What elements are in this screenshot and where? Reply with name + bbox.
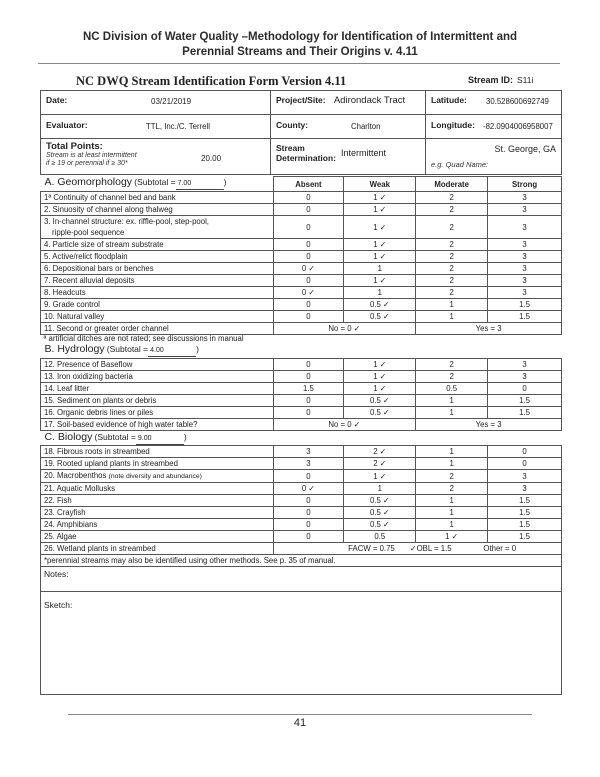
score-weak[interactable]: 0.5: [344, 531, 416, 543]
criterion-row: [41, 407, 562, 419]
perennial-note: *perennial streams may also be identified using other methods. See p. 35 of manual.: [41, 555, 562, 567]
evaluator-label: Evaluator:: [46, 120, 88, 130]
criterion-label: 9. Grade control: [41, 299, 274, 311]
score-strong[interactable]: 1.5: [488, 311, 562, 323]
score-absent[interactable]: 0: [273, 407, 344, 419]
score-weak[interactable]: 1: [344, 263, 416, 275]
score-weak[interactable]: 2 ✓: [344, 446, 416, 458]
criterion-row: [41, 216, 562, 239]
score-strong[interactable]: 3: [488, 287, 562, 299]
column-header-absent: Absent: [273, 177, 344, 192]
score-weak[interactable]: 1 ✓: [344, 216, 416, 239]
score-weak[interactable]: 1: [344, 483, 416, 495]
quad-value: St. George, GA: [494, 144, 556, 154]
longitude-label: Longitude:: [431, 120, 475, 130]
score-moderate[interactable]: 2: [416, 239, 488, 251]
score-weak[interactable]: 0.5 ✓: [344, 507, 416, 519]
column-header-moderate: Moderate: [416, 177, 488, 192]
score-absent[interactable]: 0 ✓: [273, 287, 344, 299]
score-absent[interactable]: 0: [273, 192, 344, 204]
latitude-cell: [426, 91, 562, 115]
criterion-label: 5. Active/relict floodplain: [41, 251, 274, 263]
score-weak[interactable]: 1 ✓: [344, 383, 416, 395]
score-weak[interactable]: 1 ✓: [344, 192, 416, 204]
score-moderate[interactable]: 1: [416, 495, 488, 507]
criterion-row: [41, 446, 562, 458]
score-absent[interactable]: 0: [273, 531, 344, 543]
score-moderate[interactable]: 1: [416, 519, 488, 531]
score-strong[interactable]: 1.5: [488, 407, 562, 419]
check-mark-icon: ✓: [353, 420, 361, 429]
score-strong[interactable]: 1.5: [488, 395, 562, 407]
score-absent[interactable]: 0: [273, 204, 344, 216]
check-mark-icon: ✓: [308, 288, 315, 297]
date-label: Date:: [46, 95, 68, 105]
total-points-cell: [41, 139, 271, 175]
score-no[interactable]: No = 0 ✓: [273, 419, 416, 431]
score-absent[interactable]: 3: [273, 446, 344, 458]
criterion-row: [41, 192, 562, 204]
subtotal-close: ): [183, 431, 187, 442]
date-cell: [41, 91, 271, 115]
project-value: Adirondack Tract: [333, 95, 406, 106]
total-note-1: Stream is at least intermittent: [46, 152, 137, 159]
score-moderate[interactable]: 2: [416, 192, 488, 204]
subtotal-close: ): [223, 177, 227, 188]
score-moderate[interactable]: 1: [416, 407, 488, 419]
yes-no-row: [41, 419, 562, 431]
subtotal-close: ): [196, 344, 199, 355]
check-mark-icon: ✓: [379, 252, 387, 261]
criterion-row: [41, 287, 562, 299]
subtotal-label: (Subtotal =: [134, 177, 176, 188]
score-weak[interactable]: 0.5 ✓: [344, 311, 416, 323]
subtotal-value: 4.00: [148, 345, 196, 357]
check-mark-icon: ✓: [379, 447, 387, 456]
facw-score: FACW = 0.75: [348, 544, 395, 553]
scoring-table: [40, 176, 562, 695]
quad-label: e.g. Quad Name:: [431, 160, 489, 169]
latitude-label: Latitude:: [431, 95, 467, 105]
score-moderate[interactable]: 2: [416, 371, 488, 383]
score-absent[interactable]: 0: [273, 395, 344, 407]
section-title-hydrology: [41, 344, 274, 359]
criterion-label: 2. Sinuosity of channel along thalweg: [41, 204, 274, 216]
stream-id: [468, 75, 533, 85]
bottom-rule: [68, 714, 532, 715]
check-mark-icon: ✓: [382, 508, 390, 517]
check-mark-icon: ✓: [382, 312, 390, 321]
perennial-note-row: [41, 555, 562, 567]
check-mark-icon: ✓: [308, 484, 315, 493]
score-strong[interactable]: 3: [488, 251, 562, 263]
score-moderate[interactable]: 1: [416, 311, 488, 323]
section-title-geomorph: [41, 177, 274, 192]
criterion-label: 24. Amphibians: [41, 519, 274, 531]
criterion-row: [41, 483, 562, 495]
check-mark-icon: ✓: [451, 532, 459, 541]
score-strong[interactable]: 3: [488, 216, 562, 239]
score-strong[interactable]: 3: [488, 192, 562, 204]
check-mark-icon: ✓: [353, 324, 361, 333]
criterion-label: 23. Crayfish: [41, 507, 274, 519]
column-header-strong: Strong: [488, 177, 562, 192]
check-mark-icon: ✓: [382, 300, 390, 309]
score-absent[interactable]: 0: [273, 239, 344, 251]
criterion-label: 16. Organic debris lines or piles: [41, 407, 274, 419]
stream-id-label: Stream ID:: [468, 75, 514, 85]
subtotal-value: 9.00: [136, 433, 184, 445]
score-weak[interactable]: 1 ✓: [344, 359, 416, 371]
section-name: C. Biology: [44, 430, 93, 443]
score-moderate[interactable]: 2: [416, 263, 488, 275]
score-weak[interactable]: 0.5 ✓: [344, 299, 416, 311]
yes-no-row: [41, 323, 562, 335]
section-name: B. Hydrology: [44, 343, 105, 356]
criterion-row: [41, 204, 562, 216]
section-name: A. Geomorphology: [44, 176, 133, 189]
check-mark-icon: ✓: [379, 276, 387, 285]
score-absent[interactable]: 0: [273, 299, 344, 311]
project-cell: [271, 91, 426, 115]
score-strong[interactable]: 1.5: [488, 495, 562, 507]
total-note-2: if ≥ 19 or perennial if ≥ 30*: [46, 160, 128, 167]
score-absent[interactable]: 0: [273, 495, 344, 507]
criterion-label: 4. Particle size of stream substrate: [41, 239, 274, 251]
criterion-label: 17. Soil-based evidence of high water table?: [41, 419, 274, 431]
score-absent[interactable]: 0: [273, 275, 344, 287]
check-mark-icon: ✓: [379, 360, 387, 369]
section-biology: [41, 431, 562, 446]
check-mark-icon: ✓: [379, 471, 387, 481]
county-value: Charlton: [351, 122, 381, 131]
criterion-label: 19. Rooted upland plants in streambed: [41, 458, 274, 470]
score-strong[interactable]: 1.5: [488, 299, 562, 311]
criterion-label: 3. In-channel structure: ex. riffle-pool, step-pool, ripple-pool sequence: [41, 216, 274, 239]
score-strong[interactable]: 1.5: [488, 507, 562, 519]
score-moderate[interactable]: 1: [416, 395, 488, 407]
other-score: Other = 0: [483, 544, 517, 553]
criterion-row: [41, 531, 562, 543]
score-strong[interactable]: 0: [488, 383, 562, 395]
score-moderate[interactable]: 2: [416, 204, 488, 216]
score-absent[interactable]: 3: [273, 458, 344, 470]
criterion-row: [41, 470, 562, 483]
check-mark-icon: ✓: [382, 408, 390, 417]
county-cell: [271, 115, 426, 139]
criterion-label: 21. Aquatic Mollusks: [41, 483, 274, 495]
score-weak[interactable]: 0.5 ✓: [344, 395, 416, 407]
sketch-row: [41, 592, 562, 695]
evaluator-value: TTL, Inc./C. Terrell: [146, 122, 210, 131]
score-moderate[interactable]: 1: [416, 458, 488, 470]
score-absent[interactable]: 0: [273, 470, 344, 483]
score-moderate[interactable]: 0.5: [416, 383, 488, 395]
score-absent[interactable]: 0: [273, 359, 344, 371]
score-weak[interactable]: 0.5 ✓: [344, 495, 416, 507]
check-mark-icon: ✓: [379, 205, 387, 214]
criterion-row: [41, 371, 562, 383]
determination-label-1: Stream: [276, 143, 305, 153]
criterion-row: [41, 299, 562, 311]
score-strong[interactable]: 3: [488, 239, 562, 251]
criterion-label: 15. Sediment on plants or debris: [41, 395, 274, 407]
criterion-label: 1ª Continuity of channel bed and bank: [41, 192, 274, 204]
section-hydrology: [41, 344, 562, 359]
score-strong[interactable]: 3: [488, 470, 562, 483]
determination-value: Intermittent: [341, 148, 387, 158]
stream-id-value: S11i: [517, 75, 534, 85]
top-rule: [38, 63, 560, 64]
score-strong[interactable]: 0: [488, 446, 562, 458]
document-title-line1: NC Division of Water Quality –Methodology for Identification of Intermittent and: [82, 31, 518, 43]
score-absent[interactable]: 0: [273, 311, 344, 323]
criterion-label: 7. Recent alluvial deposits: [41, 275, 274, 287]
evaluator-cell: [41, 115, 271, 139]
score-absent[interactable]: 0: [273, 216, 344, 239]
check-mark-icon: ✓: [379, 372, 387, 381]
document-title: [40, 30, 560, 60]
subtotal-label: (Subtotal =: [106, 344, 149, 355]
header-table: [40, 90, 562, 175]
notes-label: Notes:: [44, 569, 69, 579]
score-no[interactable]: No = 0 ✓: [273, 323, 416, 335]
score-moderate[interactable]: 2: [416, 483, 488, 495]
subtotal-label: (Subtotal =: [94, 431, 136, 442]
criterion-label: 13. Iron oxidizing bacteria: [41, 371, 274, 383]
quad-cell: [426, 139, 562, 175]
score-absent[interactable]: 0: [273, 507, 344, 519]
wetland-row: [41, 543, 562, 555]
check-mark-icon: ✓: [382, 496, 390, 505]
score-moderate[interactable]: 2: [416, 359, 488, 371]
score-absent[interactable]: 0: [273, 251, 344, 263]
score-moderate[interactable]: 2: [416, 470, 488, 483]
section-title-biology: [41, 431, 274, 446]
criterion-label: 25. Algae: [41, 531, 274, 543]
score-yes[interactable]: Yes = 3: [416, 419, 562, 431]
score-strong[interactable]: 1.5: [488, 531, 562, 543]
score-weak[interactable]: 1 ✓: [344, 239, 416, 251]
criterion-label: 18. Fibrous roots in streambed: [41, 446, 274, 458]
score-strong[interactable]: 3: [488, 371, 562, 383]
score-strong[interactable]: 3: [488, 263, 562, 275]
criterion-label: 8. Headcuts: [41, 287, 274, 299]
criterion-label: 12. Presence of Baseflow: [41, 359, 274, 371]
score-strong[interactable]: 3: [488, 359, 562, 371]
score-strong[interactable]: 3: [488, 204, 562, 216]
criterion-row: [41, 519, 562, 531]
total-points-value: 20.00: [201, 154, 222, 163]
criterion-row: [41, 395, 562, 407]
wetland-scores[interactable]: [273, 543, 562, 555]
criterion-row: [41, 495, 562, 507]
criterion-label: 20. Macrobenthos (note diversity and abundance): [41, 470, 274, 483]
score-weak[interactable]: 1 ✓: [344, 470, 416, 483]
score-weak[interactable]: 0.5 ✓: [344, 407, 416, 419]
score-moderate[interactable]: 1 ✓: [416, 531, 488, 543]
criterion-row: [41, 275, 562, 287]
check-mark-icon: ✓: [379, 384, 387, 393]
criterion-label: 10. Natural valley: [41, 311, 274, 323]
determination-label-2: Determination:: [276, 153, 336, 163]
score-absent[interactable]: 0 ✓: [273, 483, 344, 495]
page-number: 41: [293, 717, 307, 729]
check-mark-icon: ✓: [379, 193, 387, 202]
criterion-row: [41, 458, 562, 470]
score-moderate[interactable]: 2: [416, 287, 488, 299]
date-value: 03/21/2019: [151, 97, 192, 106]
score-weak[interactable]: 1 ✓: [344, 371, 416, 383]
criterion-label: 26. Wetland plants in streambed: [41, 543, 274, 555]
score-absent[interactable]: 0: [273, 519, 344, 531]
criterion-row: [41, 263, 562, 275]
score-moderate[interactable]: 1: [416, 507, 488, 519]
sketch-box[interactable]: [41, 592, 562, 695]
criterion-row: [41, 359, 562, 371]
total-points-label: Total Points:: [46, 141, 103, 152]
footnote: ª artificial ditches are not rated; see discussions in manual: [43, 334, 244, 344]
score-weak[interactable]: 1 ✓: [344, 275, 416, 287]
score-moderate[interactable]: 1: [416, 299, 488, 311]
score-moderate[interactable]: 2: [416, 216, 488, 239]
score-moderate[interactable]: 2: [416, 275, 488, 287]
check-mark-icon: ✓: [382, 396, 390, 405]
score-absent[interactable]: 0: [273, 371, 344, 383]
project-label: Project/Site:: [276, 95, 326, 105]
score-strong[interactable]: 3: [488, 275, 562, 287]
subtotal-value: 7.00: [176, 178, 224, 190]
criterion-label: 6. Depositional bars or benches: [41, 263, 274, 275]
check-mark-icon: ✓: [379, 222, 387, 232]
check-mark-icon: ✓: [379, 240, 387, 249]
score-moderate[interactable]: 1: [416, 446, 488, 458]
notes-row: [41, 567, 562, 592]
footnote-row: [41, 335, 562, 344]
score-strong[interactable]: 3: [488, 483, 562, 495]
document-title-line2: Perennial Streams and Their Origins v. 4.11: [182, 46, 418, 58]
county-label: County:: [276, 120, 309, 130]
check-mark-icon: ✓: [308, 264, 315, 273]
score-weak[interactable]: 1 ✓: [344, 251, 416, 263]
latitude-value: 30.528600692749: [486, 97, 549, 106]
score-weak[interactable]: 1 ✓: [344, 204, 416, 216]
form-title: NC DWQ Stream Identification Form Version 4.11: [76, 74, 347, 88]
check-mark-icon: ✓: [379, 459, 387, 468]
check-mark-icon: ✓: [409, 544, 417, 553]
score-weak[interactable]: 0.5 ✓: [344, 519, 416, 531]
criterion-row: [41, 383, 562, 395]
criterion-label: 22. Fish: [41, 495, 274, 507]
criterion-label: 14. Leaf litter: [41, 383, 274, 395]
criterion-row: [41, 251, 562, 263]
criterion-row: [41, 239, 562, 251]
criterion-label: 11. Second or greater order channel: [41, 323, 274, 335]
score-absent[interactable]: 0 ✓: [273, 263, 344, 275]
section-geomorph: [41, 177, 562, 192]
longitude-value: -82.0904006958007: [483, 122, 553, 131]
score-weak[interactable]: 1: [344, 287, 416, 299]
criterion-row: [41, 311, 562, 323]
determination-cell: [271, 139, 426, 175]
longitude-cell: [426, 115, 562, 139]
score-strong[interactable]: 0: [488, 458, 562, 470]
score-yes[interactable]: Yes = 3: [416, 323, 562, 335]
score-weak[interactable]: 2 ✓: [344, 458, 416, 470]
notes-box[interactable]: [41, 567, 562, 592]
column-header-weak: Weak: [344, 177, 416, 192]
obl-score: OBL = 1.5: [416, 544, 452, 553]
criterion-row: [41, 507, 562, 519]
sketch-label: Sketch:: [44, 600, 73, 610]
check-mark-icon: ✓: [382, 520, 390, 529]
score-moderate[interactable]: 2: [416, 251, 488, 263]
score-absent[interactable]: 1.5: [273, 383, 344, 395]
score-strong[interactable]: 1.5: [488, 519, 562, 531]
